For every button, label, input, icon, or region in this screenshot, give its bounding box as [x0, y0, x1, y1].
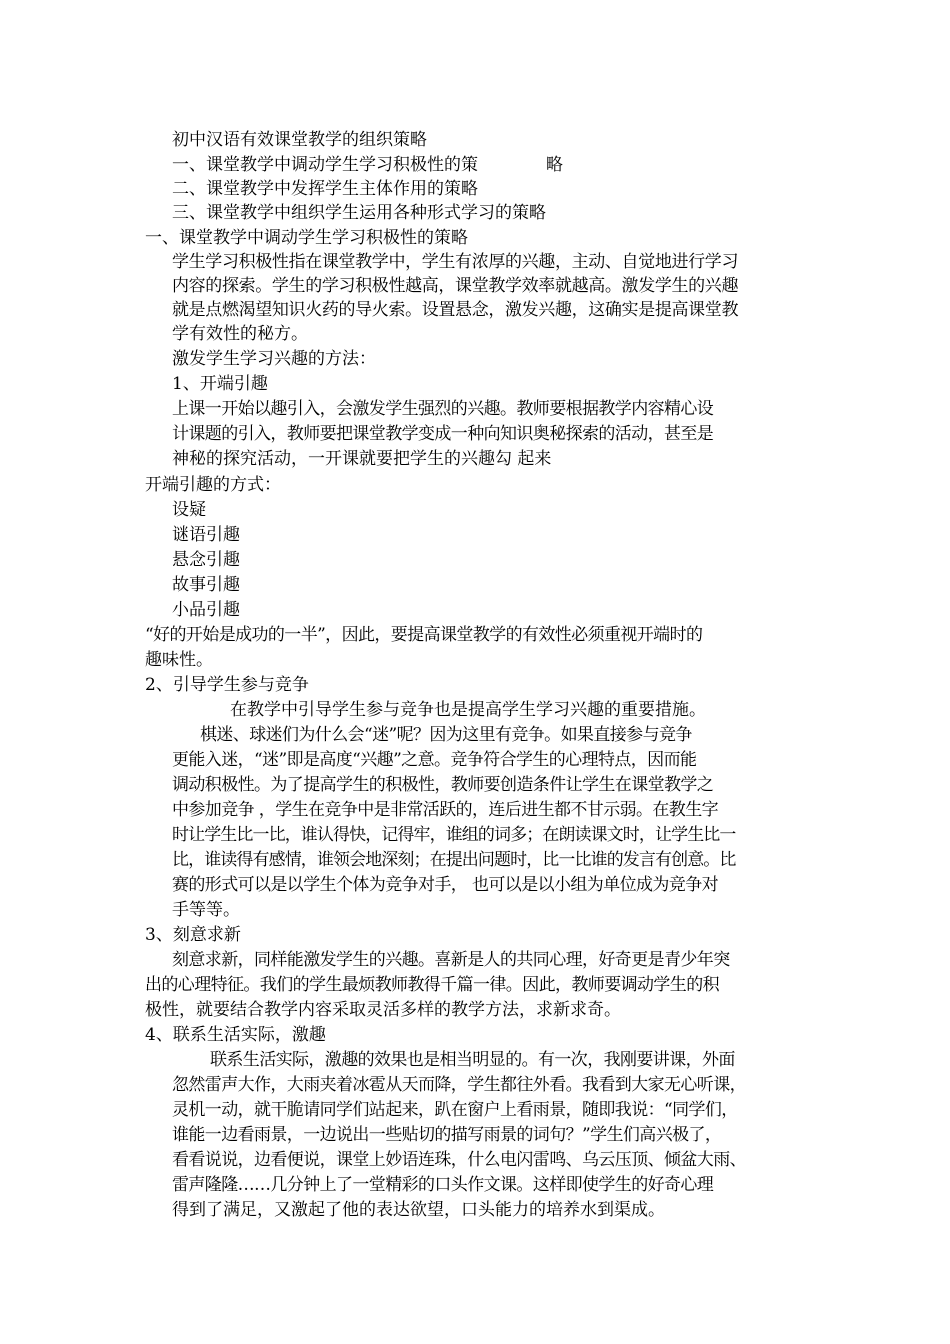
subheading: 1、开端引趣	[172, 374, 268, 394]
paragraph-line: 刻意求新，同样能激发学生的兴趣。喜新是人的共同心理，好奇更是青少年突	[172, 950, 730, 970]
paragraph-line: 就是点燃渴望知识火药的导火索。设置悬念，激发兴趣，这确实是提高课堂教	[172, 300, 739, 320]
outline-item-1: 一、课堂教学中调动学生学习积极性的策 略	[172, 155, 563, 175]
paragraph-line: 棋迷、球迷们为什么会“迷”呢？因为这里有竞争。如果直接参与竞争	[200, 725, 692, 745]
paragraph-line: 时让学生比一比，谁认得快，记得牢，谁组的词多；在朗读课文时，让学生比一	[172, 825, 736, 845]
paragraph-line: 神秘的探究活动，一开课就要把学生的兴趣勾 起来	[172, 449, 552, 469]
outline-item-2: 二、课堂教学中发挥学生主体作用的策略	[172, 179, 478, 199]
list-item: 谜语引趣	[172, 525, 240, 545]
list-item: 设疑	[172, 500, 206, 520]
paragraph-line: 在教学中引导学生参与竞争也是提高学生学习兴趣的重要措施。	[230, 700, 706, 720]
paragraph-line: 看看说说，边看便说，课堂上妙语连珠，什么电闪雷鸣、乌云压顶、倾盆大雨、	[172, 1150, 746, 1170]
paragraph-line: 灵机一动，就干脆请同学们站起来，趴在窗户上看雨景，随即我说：“同学们，	[172, 1100, 738, 1120]
paragraph-line: 上课一开始以趣引入，会激发学生强烈的兴趣。教师要根据教学内容精心设	[172, 399, 714, 419]
paragraph-line: 忽然雷声大作，大雨夹着冰雹从天而降，学生都往外看。我看到大家无心听课，	[172, 1075, 746, 1095]
paragraph-line: 学生学习积极性指在课堂教学中，学生有浓厚的兴趣，主动、自觉地进行学习	[172, 252, 739, 272]
list-item: 小品引趣	[172, 600, 240, 620]
outline-item-3: 三、课堂教学中组织学生运用各种形式学习的策略	[172, 203, 546, 223]
paragraph-line: 趣味性。	[145, 650, 213, 670]
paragraph-line: 学有效性的秘方。	[172, 324, 308, 344]
paragraph-line: 调动积极性。为了提高学生的积极性，教师要创造条件让学生在课堂教学之	[172, 775, 714, 795]
paragraph-line: 得到了满足，又激起了他的表达欲望，口头能力的培养水到渠成。	[172, 1200, 665, 1220]
subheading: 开端引趣的方式：	[145, 475, 281, 495]
section-heading-4: 4、联系生活实际，激趣	[145, 1025, 326, 1045]
paragraph-line: 内容的探索。学生的学习积极性越高，课堂教学效率就越高。激发学生的兴趣	[172, 276, 739, 296]
section-heading-3: 3、刻意求新	[145, 925, 241, 945]
list-item: 悬念引趣	[172, 550, 240, 570]
paragraph-line: 比，谁读得有感情，谁领会地深刻；在提出问题时，比一比谁的发言有创意。比	[172, 850, 736, 870]
paragraph-line: 极性，就要结合教学内容采取灵活多样的教学方法，求新求奇。	[145, 1000, 621, 1020]
paragraph-line: 赛的形式可以是以学生个体为竞争对手， 也可以是以小组为单位成为竞争对	[172, 875, 719, 895]
paragraph-line: “好的开始是成功的一半”，因此，要提高课堂教学的有效性必须重视开端时的	[145, 625, 703, 645]
list-item: 故事引趣	[172, 575, 240, 595]
section-heading-2: 2、引导学生参与竞争	[145, 675, 309, 695]
paragraph-line: 更能入迷，“迷”即是高度“兴趣”之意。竞争符合学生的心理特点，因而能	[172, 750, 697, 770]
subheading: 激发学生学习兴趣的方法：	[172, 349, 376, 369]
document-title: 初中汉语有效课堂教学的组织策略	[172, 130, 427, 150]
section-heading-1: 一、课堂教学中调动学生学习积极性的策略	[145, 228, 468, 248]
paragraph-line: 出的心理特征。我们的学生最烦教师教得千篇一律。因此，教师要调动学生的积	[145, 975, 719, 995]
paragraph-line: 手等等。	[172, 900, 240, 920]
paragraph-line: 雷声隆隆……几分钟上了一堂精彩的口头作文课。这样即使学生的好奇心理	[172, 1175, 714, 1195]
paragraph-line: 计课题的引入，教师要把课堂教学变成一种向知识奥秘探索的活动，甚至是	[172, 424, 714, 444]
paragraph-line: 谁能一边看雨景，一边说出一些贴切的描写雨景的词句？”学生们高兴极了，	[172, 1125, 722, 1145]
paragraph-line: 联系生活实际，激趣的效果也是相当明显的。有一次，我刚要讲课，外面	[210, 1050, 735, 1070]
paragraph-line: 中参加竞争 ，学生在竞争中是非常活跃的，连后进生都不甘示弱。在教生字	[172, 800, 719, 820]
